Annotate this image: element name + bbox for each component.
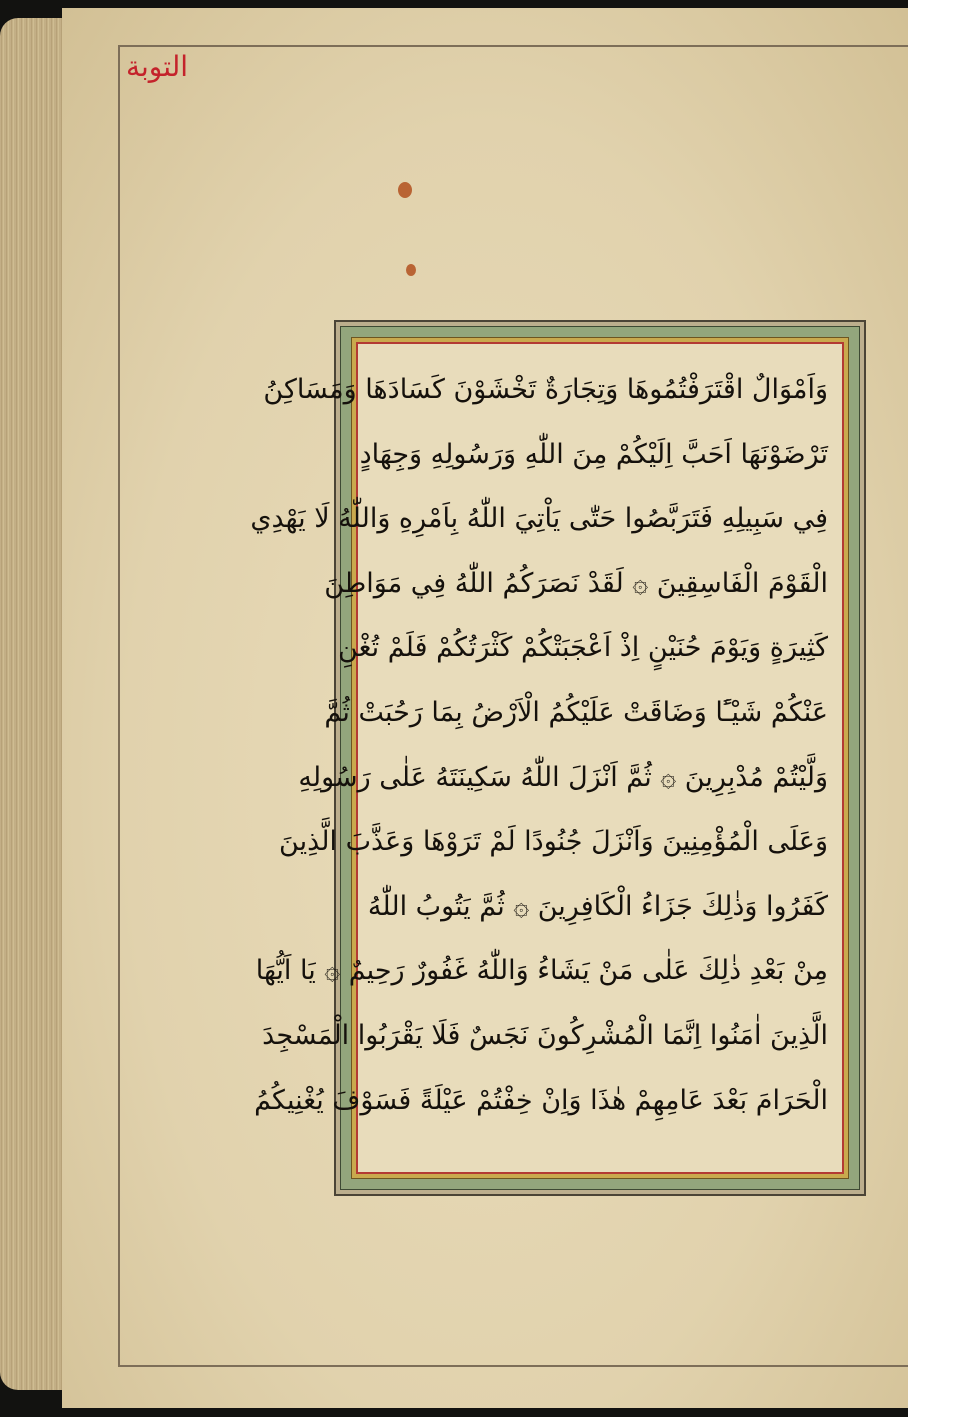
frame-border-green [250, 326, 860, 1190]
text-line: وَعَلَى الْمُؤْمِنِينَ وَاَنْزَلَ جُنُودًا لَمْ تَرَوْهَا وَعَذَّبَ الَّذِينَ [279, 826, 828, 858]
text-line: الْحَرَامَ بَعْدَ عَامِهِمْ هٰذَا وَاِنْ خِفْتُمْ عَيْلَةً فَسَوْفَ يُغْنِيكُمُ [254, 1084, 828, 1116]
stain-mark [398, 182, 412, 198]
text-line: الْقَوْمَ الْفَاسِقِينَ ۞ لَقَدْ نَصَرَكُمُ اللّٰهُ فِي مَوَاطِنَ [324, 567, 828, 599]
text-line: فِي سَبِيلِهِ فَتَرَبَّصُوا حَتّٰى يَاْتِيَ اللّٰهُ بِاَمْرِهِ وَاللّٰهُ لَا يَهْدِي [250, 503, 828, 535]
text-line: كَثِيرَةٍ وَيَوْمَ حُنَيْنٍ اِذْ اَعْجَبَتْكُمْ كَثْرَتُكُمْ فَلَمْ تُغْنِ [338, 632, 828, 664]
text-line: الَّذِينَ اٰمَنُوا اِنَّمَا الْمُشْرِكُونَ نَجَسٌ فَلَا يَقْرَبُوا الْمَسْجِدَ [262, 1019, 828, 1051]
text-line: وَاَمْوَالٌ اقْتَرَفْتُمُوهَا وَتِجَارَةٌ تَخْشَوْنَ كَسَادَهَا وَمَسَاكِنُ [263, 374, 828, 405]
text-line: كَفَرُوا وَذٰلِكَ جَزَاءُ الْكَافِرِينَ ۞ ثُمَّ يَتُوبُ اللّٰهُ [367, 890, 828, 922]
sura-title: التوبة [126, 50, 189, 83]
text-line: مِنْ بَعْدِ ذٰلِكَ عَلٰى مَنْ يَشَاءُ وَاللّٰهُ غَفُورٌ رَحِيمٌ ۞ يَا اَيُّهَا [255, 955, 828, 987]
stain-mark [406, 264, 416, 276]
scan-margin [908, 0, 974, 1417]
text-line: تَرْضَوْنَهَا اَحَبَّ اِلَيْكُمْ مِنَ اللّٰهِ وَرَسُولِهِ وَجِهَادٍ [359, 438, 828, 470]
frame-border-red [250, 342, 844, 1174]
text-line: وَلَّيْتُمْ مُدْبِرِينَ ۞ ثُمَّ اَنْزَلَ اللّٰهُ سَكِينَتَهُ عَلٰى رَسُولِهِ [298, 761, 828, 793]
text-frame [250, 320, 866, 1196]
text-line: عَنْكُمْ شَيْـًٔا وَضَاقَتْ عَلَيْكُمُ الْاَرْضُ بِمَا رَحُبَتْ ثُمَّ [324, 696, 828, 728]
frame-border-gold [250, 337, 849, 1179]
text-block [250, 358, 828, 1158]
